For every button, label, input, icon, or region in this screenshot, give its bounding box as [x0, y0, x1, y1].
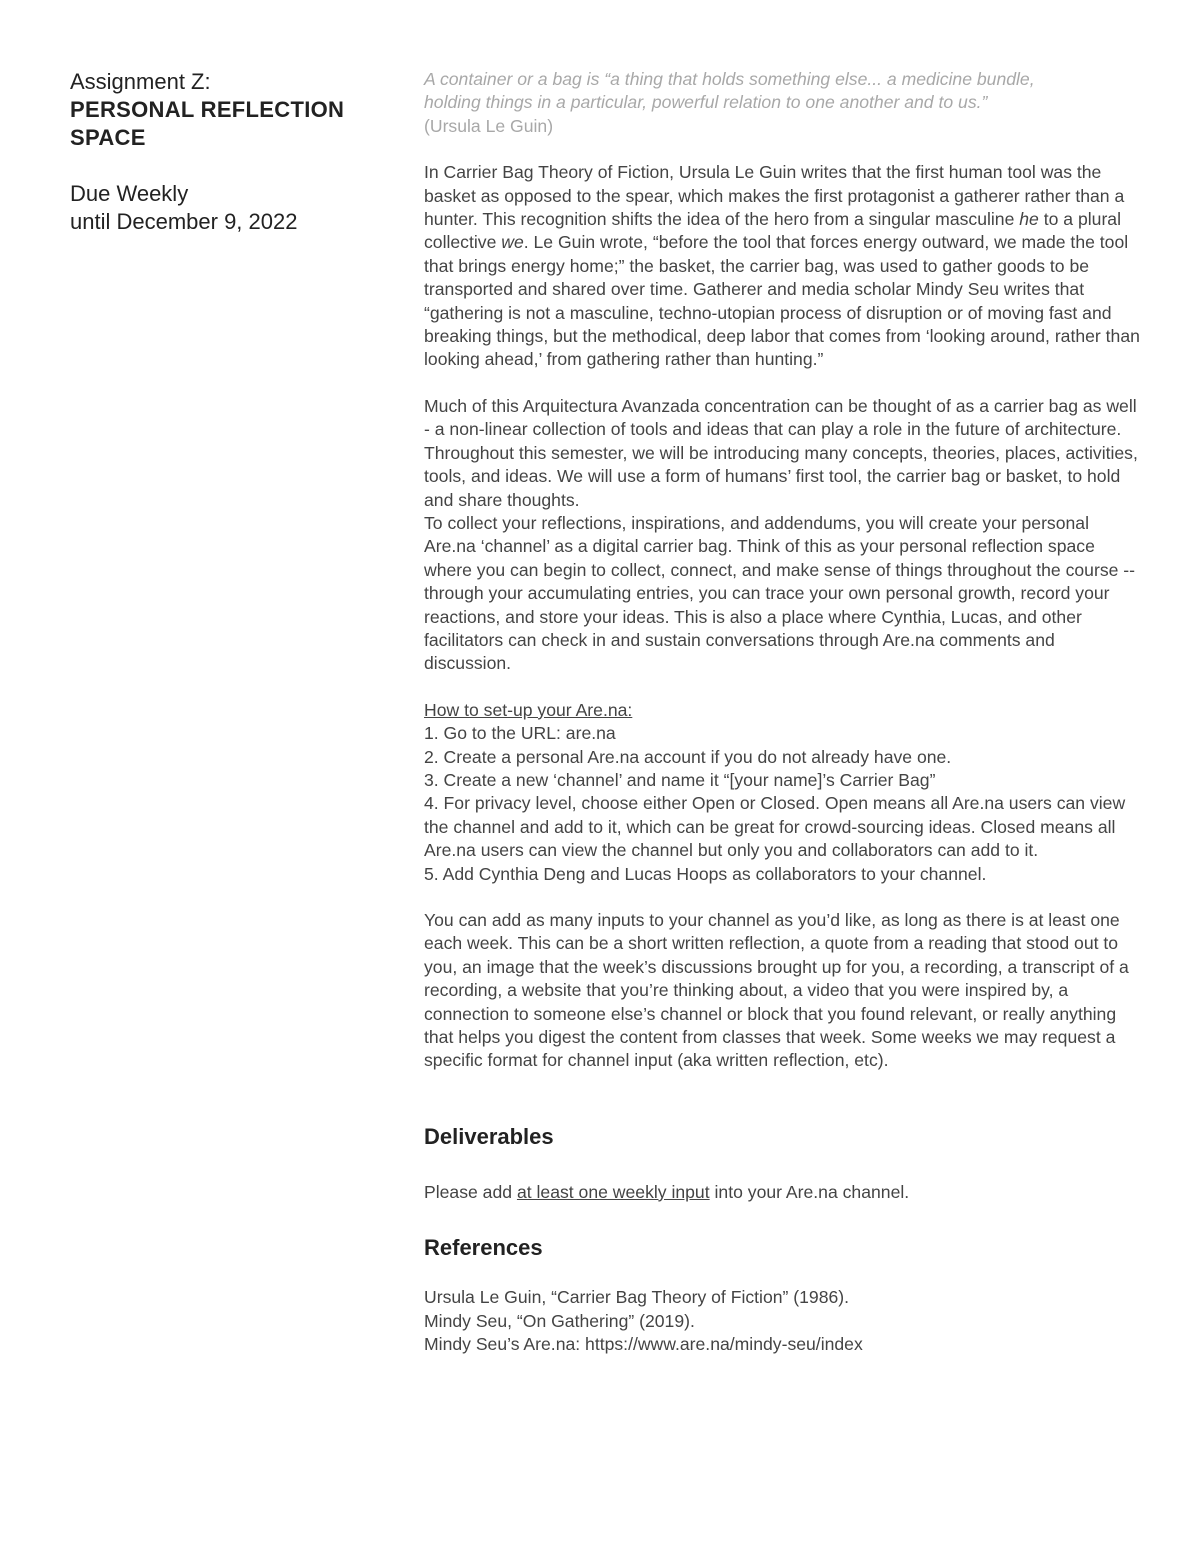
setup-heading: How to set-up your Are.na: [424, 699, 633, 720]
main-content [424, 68, 1144, 1356]
setup-instructions [424, 699, 1144, 886]
deliverables-underlined: at least one weekly input [516, 1181, 710, 1202]
reference-item: Ursula Le Guin, “Carrier Bag Theory of Fiction” (1986). [424, 1287, 850, 1308]
deliverables-text-before: Please add [424, 1181, 517, 1202]
setup-step: 4. For privacy level, choose either Open or Closed. Open means all Are.na users can view the channel and add to it, which can be great for crowd-sourcing ideas. Closed means all Are.na users can view the channel but only you and collaborators can add to it. [424, 793, 1126, 861]
intro-text-3: . Le Guin wrote, “before the tool that forces energy outward, we made the tool that brings energy home;” the basket, the carrier bag, was used to gather goods to be transported and shared over time. Gatherer and media scholar Mindy Seu writes that “gathering is not a masculine, techno-utopian process of disruption or of moving fast and breaking things, but the methodical, deep labor that comes from ‘looking around, rather than looking ahead,’ from gathering rather than hunting.” [424, 232, 1140, 370]
inputs-paragraph: You can add as many inputs to your channel as you’d like, as long as there is at least one each week. This can be a short written reflection, a quote from a reading that stood out to you, an image that the week’s discussions brought up for you, a recording, a transcript of a recording, a website that you’re thinking about, a video that you were inspired by, a connection to someone else’s channel or block that you found relevant, or really anything that helps you digest the content from classes that week. Some weeks we may request a specific format for channel input (aka written reflection, etc). [424, 910, 1129, 1071]
intro-text-1: In Carrier Bag Theory of Fiction, Ursula Le Guin writes that the first human tool was the basket as opposed to the spear, which makes the first protagonist a gatherer rather than a hunter. This recognition shifts the idea of the hero from a singular masculine [424, 162, 1125, 230]
quote-line2: holding things in a particular, powerful relation to one another and to us.” [424, 92, 988, 113]
assignment-label: Assignment Z: [70, 69, 211, 94]
concentration-text-2: To collect your reflections, inspirations, and addendums, you will create your personal Are.na ‘channel’ as a digital carrier bag. Think of this as your personal reflection space where you can begin to collect, connect, and make sense of things throughout the course -- through your accumulating entries, you can trace your own personal growth, record your reactions, and store your ideas. This is also a place where Cynthia, Lucas, and other facilitators can check in and sustain conversations through Are.na comments and discussion. [424, 512, 1136, 674]
references-heading: References [424, 1235, 543, 1261]
concentration-text-1: Much of this Arquitectura Avanzada concentration can be thought of as a carrier bag as well - a non-linear collection of tools and ideas that can play a role in the future of architecture. Throughout this semester, we will be introducing many concepts, theories, places, activities, tools, and ideas. We will use a form of humans’ first tool, the carrier bag or basket, to hold and share thoughts. [424, 395, 1138, 510]
deliverables-text [424, 1181, 1144, 1204]
setup-step: 1. Go to the URL: are.na [424, 723, 616, 744]
intro-emphasis-he: he [1019, 209, 1039, 230]
quote-attribution: (Ursula Le Guin) [424, 115, 554, 136]
intro-emphasis-we: we [501, 232, 524, 253]
reference-item: Mindy Seu, “On Gathering” (2019). [424, 1310, 695, 1331]
due-line2: until December 9, 2022 [70, 209, 298, 234]
reference-item: Mindy Seu’s Are.na: https://www.are.na/mindy-seu/index [424, 1334, 863, 1355]
deliverables-heading: Deliverables [424, 1123, 554, 1149]
setup-step: 3. Create a new ‘channel’ and name it “[your name]’s Carrier Bag” [424, 769, 936, 790]
setup-step: 2. Create a personal Are.na account if you do not already have one. [424, 746, 952, 767]
epigraph-quote [424, 68, 1144, 138]
due-line1: Due Weekly [70, 181, 189, 206]
references-list [424, 1286, 1144, 1356]
deliverables-text-after: into your Are.na channel. [709, 1181, 910, 1202]
setup-step: 5. Add Cynthia Deng and Lucas Hoops as collaborators to your channel. [424, 863, 987, 884]
intro-text-2: to a plural collective [424, 209, 1121, 253]
concentration-paragraph [424, 395, 1144, 676]
due-date [70, 180, 370, 236]
assignment-title-line1: PERSONAL REFLECTION [70, 97, 345, 122]
intro-paragraph [424, 161, 1144, 372]
assignment-title [70, 96, 370, 152]
assignment-header [70, 68, 370, 236]
quote-line1: A container or a bag is “a thing that holds something else... a medicine bundle, [424, 69, 1035, 89]
assignment-title-line2: SPACE [70, 125, 146, 150]
